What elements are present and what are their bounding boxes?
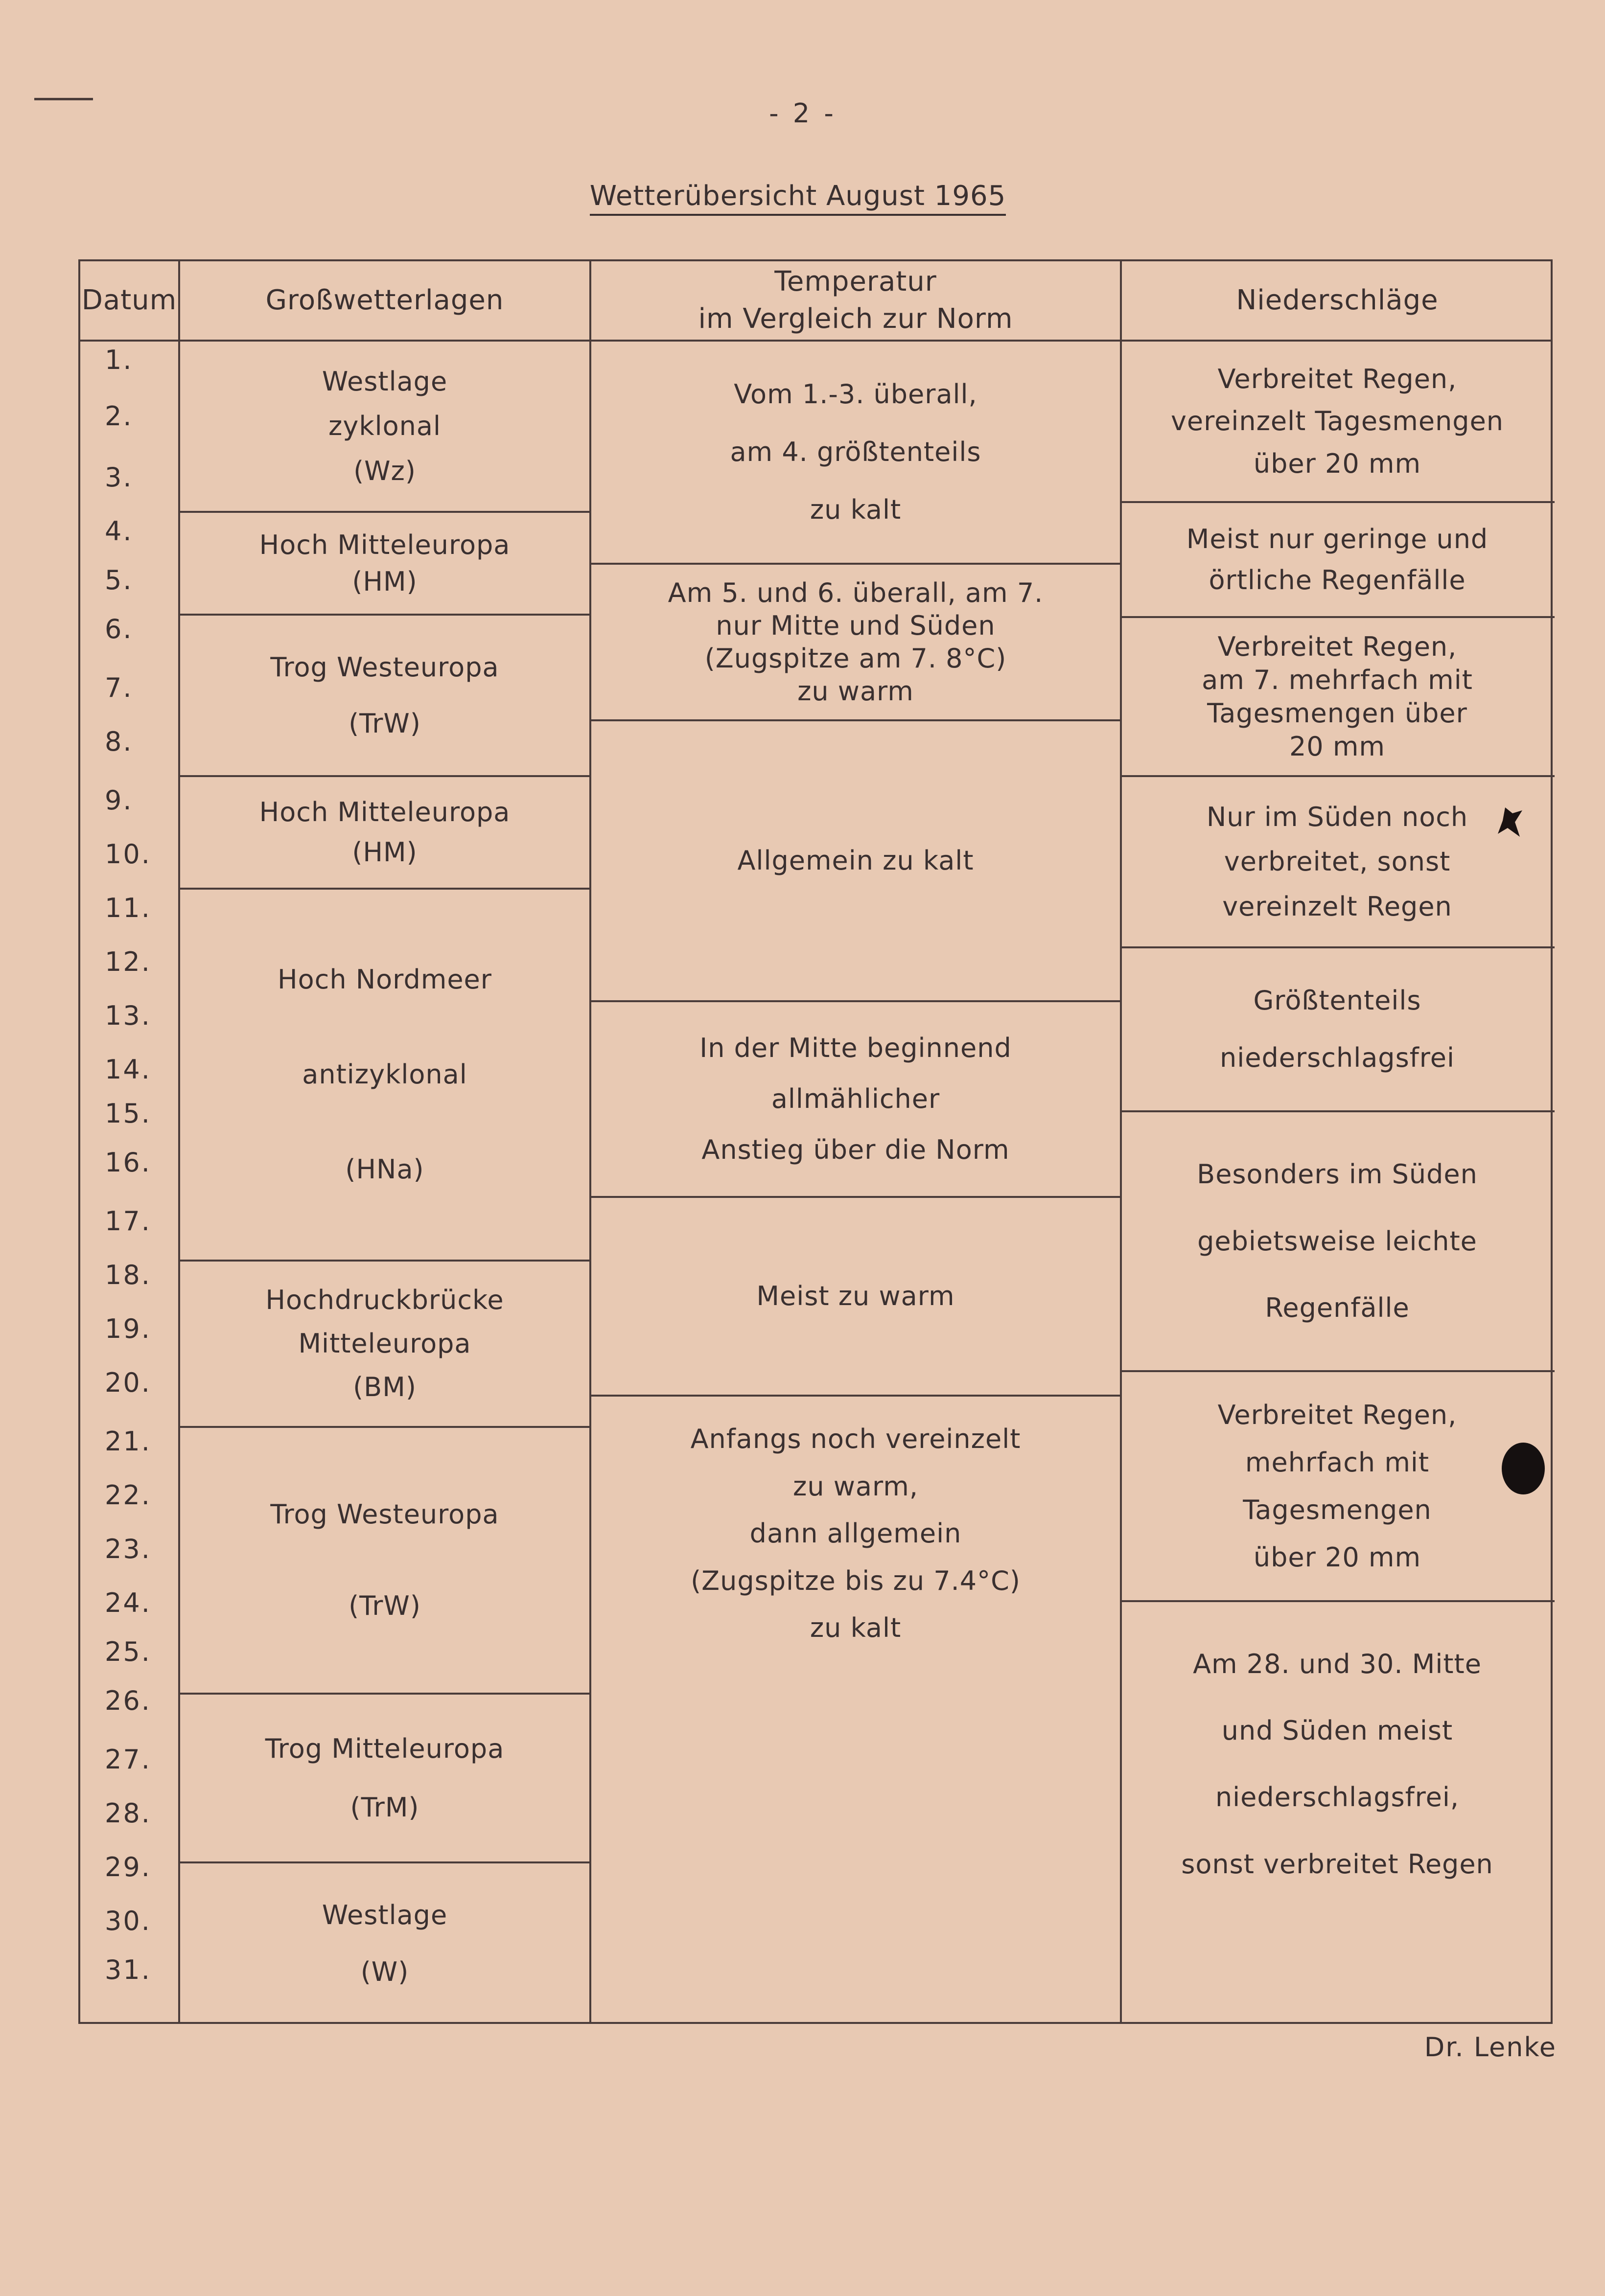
niederschlaege-cell (1122, 342, 1553, 501)
temperatur-line: dann allgemein (749, 1518, 962, 1549)
page-title (578, 180, 1018, 212)
grosswetterlagen-line: Trog Mitteleuropa (265, 1733, 505, 1764)
date-label: 18. (105, 1260, 151, 1290)
niederschlaege-line: gebietsweise leichte (1197, 1225, 1477, 1257)
signature: Dr. Lenke (1424, 2032, 1557, 2063)
date-label: 21. (105, 1426, 151, 1457)
date-label: 25. (105, 1636, 151, 1667)
temperatur-line: allmählicher (771, 1083, 940, 1115)
date-label: 12. (105, 946, 151, 977)
niederschlaege-line: Tagesmengen (1243, 1494, 1432, 1525)
niederschlaege-line: 20 mm (1289, 731, 1386, 762)
grosswetterlagen-line: Hochdruckbrücke (265, 1285, 504, 1316)
date-label: 1. (105, 344, 133, 375)
date-label: 4. (105, 516, 133, 547)
date-label: 19. (105, 1313, 151, 1344)
niederschlaege-line: Besonders im Süden (1197, 1159, 1478, 1190)
niederschlaege-line: niederschlagsfrei, (1215, 1782, 1460, 1813)
niederschlaege-line: verbreitet, sonst (1224, 846, 1451, 877)
niederschlaege-cell (1122, 777, 1553, 946)
niederschlaege-line: Am 28. und 30. Mitte (1193, 1648, 1482, 1679)
temperatur-line: Meist zu warm (756, 1281, 955, 1312)
niederschlaege-line: Größtenteils (1253, 985, 1421, 1016)
niederschlaege-line: Tagesmengen über (1207, 697, 1467, 729)
grosswetterlagen-cell (180, 1695, 589, 1861)
niederschlaege-cell (1122, 1372, 1553, 1600)
niederschlaege-cell (1122, 1602, 1553, 1926)
grosswetterlagen-line: Westlage (322, 366, 448, 397)
niederschlaege-line: Nur im Süden noch (1206, 801, 1468, 832)
niederschlaege-line: und Süden meist (1221, 1715, 1453, 1746)
temperatur-line: zu kalt (810, 1612, 902, 1644)
date-label: 3. (105, 462, 133, 493)
date-label: 24. (105, 1587, 151, 1618)
header-temperatur-line2: im Vergleich zur Norm (698, 303, 1013, 335)
ink-blot (1502, 1443, 1545, 1494)
date-label: 29. (105, 1852, 151, 1883)
temperatur-line: Vom 1.-3. überall, (734, 379, 977, 410)
grosswetterlagen-line: (HM) (352, 566, 418, 597)
temperatur-line: zu kalt (810, 494, 902, 526)
niederschlaege-line: örtliche Regenfälle (1209, 564, 1466, 596)
niederschlaege-line: über 20 mm (1253, 1541, 1421, 1573)
grosswetterlagen-line: (Wz) (353, 455, 416, 486)
niederschlaege-cell (1122, 503, 1553, 616)
grosswetterlagen-line: Hoch Mitteleuropa (259, 529, 511, 560)
temperatur-line: Am 5. und 6. überall, am 7. (668, 577, 1044, 608)
niederschlaege-line: sonst verbreitet Regen (1181, 1848, 1493, 1880)
temperatur-cell (591, 1198, 1120, 1395)
grosswetterlagen-line: Hoch Mitteleuropa (259, 797, 511, 828)
temperatur-cell (591, 565, 1120, 719)
date-label: 2. (105, 401, 133, 432)
date-label: 31. (105, 1954, 151, 1985)
grosswetterlagen-cell (180, 890, 589, 1260)
date-label: 11. (105, 893, 151, 923)
niederschlaege-line: vereinzelt Tagesmengen (1170, 406, 1504, 437)
date-label: 10. (105, 839, 151, 870)
date-label: 5. (105, 565, 133, 596)
grosswetterlagen-line: Trog Westeuropa (270, 651, 499, 683)
header-datum: Datum (81, 284, 177, 317)
date-label: 30. (105, 1906, 151, 1936)
date-label: 7. (105, 672, 133, 703)
date-label: 15. (105, 1098, 151, 1129)
niederschlaege-line: niederschlagsfrei (1220, 1042, 1455, 1074)
temperatur-line: am 4. größtenteils (730, 436, 981, 468)
grosswetterlagen-line: Mitteleuropa (298, 1328, 471, 1359)
title-text: Wetterübersicht August 1965 (590, 180, 1006, 216)
header-niederschlaege: Niederschläge (1236, 284, 1439, 317)
weather-table (78, 259, 1553, 2024)
date-label: 23. (105, 1534, 151, 1564)
date-label: 22. (105, 1480, 151, 1511)
grosswetterlagen-line: (BM) (353, 1372, 417, 1403)
niederschlaege-cell (1122, 618, 1553, 775)
temperatur-cell (591, 1002, 1120, 1196)
page-number: - 2 - (769, 98, 837, 129)
date-label: 14. (105, 1054, 151, 1085)
grosswetterlagen-line: Hoch Nordmeer (278, 964, 492, 995)
grosswetterlagen-line: (HM) (352, 837, 418, 868)
niederschlaege-line: Verbreitet Regen, (1217, 363, 1457, 394)
temperatur-line: Allgemein zu kalt (737, 845, 974, 876)
niederschlaege-line: vereinzelt Regen (1222, 891, 1452, 922)
temperatur-line: Anfangs noch vereinzelt (690, 1424, 1021, 1455)
grosswetterlagen-cell (180, 777, 589, 888)
niederschlaege-line: Verbreitet Regen, (1217, 631, 1457, 662)
grosswetterlagen-line: (TrW) (349, 708, 421, 739)
temperatur-line: zu warm (797, 675, 914, 707)
margin-dash (34, 98, 93, 100)
grosswetterlagen-line: (TrM) (350, 1791, 419, 1823)
niederschlaege-line: Verbreitet Regen, (1217, 1399, 1457, 1430)
temperatur-cell (591, 342, 1120, 563)
temperatur-line: zu warm, (792, 1470, 918, 1502)
date-label: 13. (105, 1000, 151, 1031)
grosswetterlagen-cell (180, 1428, 589, 1693)
grosswetterlagen-cell (180, 513, 589, 614)
date-label: 9. (105, 785, 133, 816)
temperatur-line: (Zugspitze am 7. 8°C) (704, 643, 1007, 674)
grosswetterlagen-line: Westlage (322, 1900, 448, 1931)
header-temperatur (591, 261, 1120, 340)
grosswetterlagen-line: (HNa) (345, 1154, 424, 1185)
niederschlaege-line: über 20 mm (1253, 448, 1421, 479)
grosswetterlagen-line: (W) (360, 1956, 409, 1988)
temperatur-cell (591, 721, 1120, 1000)
niederschlaege-line: Regenfälle (1265, 1292, 1410, 1324)
niederschlaege-line: mehrfach mit (1245, 1446, 1430, 1478)
temperatur-line: In der Mitte beginnend (699, 1033, 1012, 1064)
grosswetterlagen-line: (TrW) (349, 1590, 421, 1622)
date-label: 27. (105, 1744, 151, 1775)
header-temperatur-line1: Temperatur (774, 266, 937, 298)
grosswetterlagen-line: Trog Westeuropa (270, 1499, 499, 1530)
date-label: 17. (105, 1206, 151, 1237)
grosswetterlagen-cell (180, 616, 589, 775)
temperatur-line: (Zugspitze bis zu 7.4°C) (691, 1565, 1021, 1596)
date-label: 26. (105, 1685, 151, 1716)
grosswetterlagen-line: antizyklonal (302, 1059, 467, 1090)
date-label: 6. (105, 614, 133, 644)
niederschlaege-line: Meist nur geringe und (1186, 524, 1489, 555)
date-label: 8. (105, 726, 133, 757)
date-label: 16. (105, 1147, 151, 1178)
temperatur-line: nur Mitte und Süden (716, 610, 996, 641)
grosswetterlagen-cell (180, 342, 589, 511)
grosswetterlagen-line: zyklonal (328, 411, 441, 442)
temperatur-line: Anstieg über die Norm (701, 1134, 1010, 1166)
date-label: 28. (105, 1798, 151, 1829)
grosswetterlagen-cell (180, 1262, 589, 1426)
header-grosswetterlagen: Großwetterlagen (265, 284, 504, 317)
niederschlaege-line: am 7. mehrfach mit (1202, 664, 1473, 695)
grosswetterlagen-cell (180, 1863, 589, 2024)
niederschlaege-cell (1122, 948, 1553, 1110)
date-label: 20. (105, 1367, 151, 1398)
niederschlaege-cell (1122, 1112, 1553, 1370)
temperatur-cell (591, 1397, 1120, 1671)
